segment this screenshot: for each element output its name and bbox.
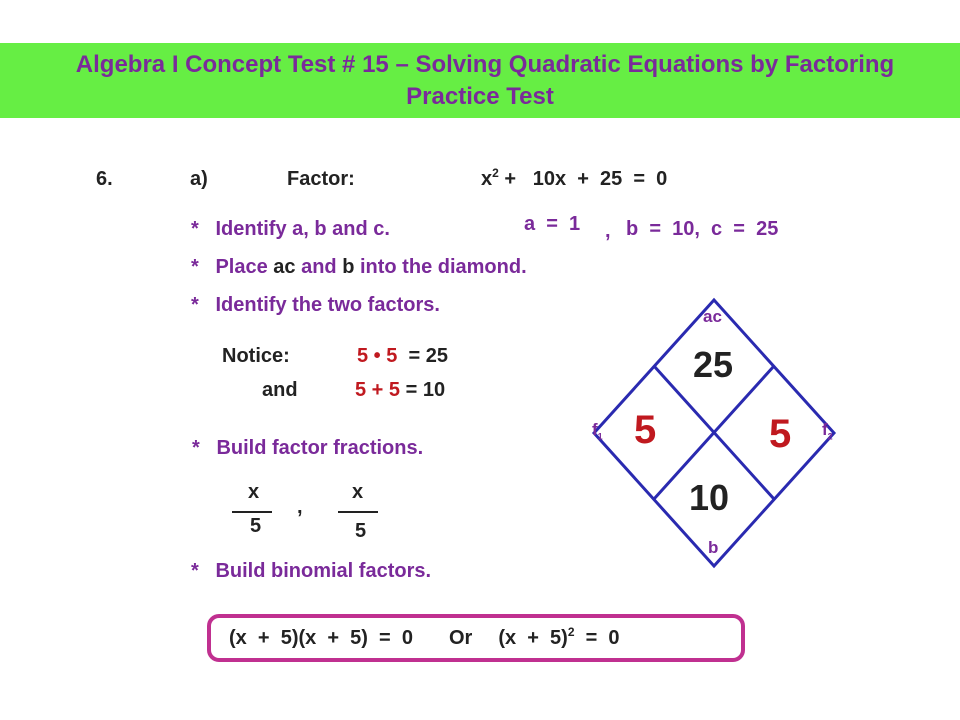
step-place-diamond: * Place ac and b into the diamond. [191, 256, 527, 278]
step-identify-abc: * Identify a, b and c. [191, 218, 390, 240]
bc-values: b = 10, c = 25 [626, 218, 779, 240]
fraction-2-bar [338, 511, 378, 513]
fraction-1-denominator: 5 [250, 515, 262, 537]
problem-number: 6. [96, 168, 113, 190]
page-subtitle: Practice Test [406, 83, 554, 110]
a-value: a = 1 [524, 213, 581, 235]
notice-sum: 5 + 5 = 10 [355, 379, 446, 401]
answer-box [207, 614, 745, 662]
answer-product-form: (x + 5)(x + 5) = 0 [229, 627, 413, 649]
diamond-right-value: 5 [769, 412, 792, 456]
notice-label: Notice: [222, 345, 290, 367]
step-build-binomials: * Build binomial factors. [191, 560, 432, 582]
diamond-bottom-value: 10 [689, 477, 730, 518]
diamond-left-value: 5 [634, 408, 657, 452]
problem-instruction: Factor: [287, 168, 355, 190]
fraction-separator: , [297, 496, 303, 518]
diamond-bottom-label: b [708, 538, 719, 557]
diamond-left-label: $f_1$ [592, 420, 603, 442]
notice-product: 5 • 5 = 25 [357, 345, 448, 367]
fraction-2-denominator: 5 [355, 520, 367, 542]
diamond-right-label: $f_2$ [822, 420, 833, 442]
step-identify-factors: * Identify the two factors. [191, 294, 440, 316]
notice-and: and [262, 379, 298, 401]
step-build-fractions: * Build factor fractions. [192, 437, 424, 459]
answer-or: Or [448, 627, 473, 649]
problem-equation: $x^2 + 10x + 25 = 0$ [481, 166, 668, 190]
diamond-top-value: 25 [693, 344, 734, 385]
factor-diamond [586, 296, 856, 576]
answer-square-form: $(x + 5)^2 = 0$ [498, 625, 620, 649]
title-banner [0, 43, 960, 118]
diamond-top-label: ac [703, 307, 722, 326]
a-comma: , [605, 220, 611, 242]
fraction-1-bar [232, 511, 272, 513]
fraction-1-numerator: x [248, 481, 260, 503]
fraction-2-numerator: x [352, 481, 364, 503]
page-title: Algebra I Concept Test # 15 – Solving Quadratic Equations by Factoring [75, 51, 895, 78]
problem-part: a) [190, 168, 208, 190]
answer-content [229, 627, 620, 650]
